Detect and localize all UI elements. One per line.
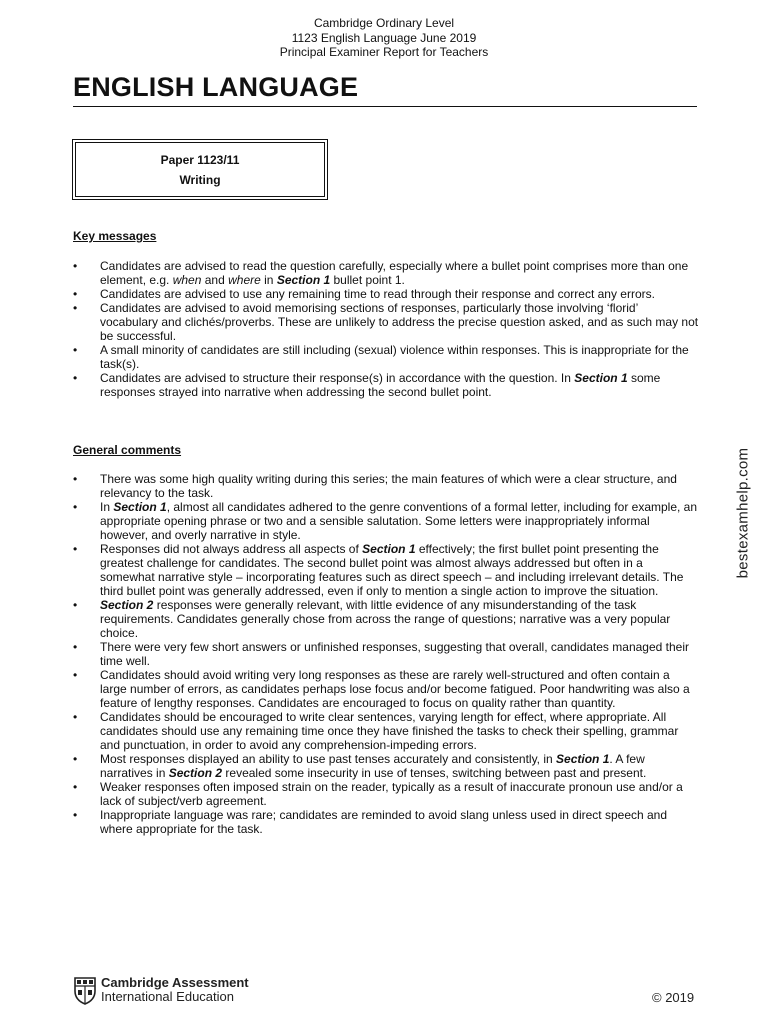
page-title: ENGLISH LANGUAGE (73, 72, 359, 102)
emphasis-text: Section 1 (113, 500, 167, 514)
body-text: , almost all candidates adhered to the genre conventions of a formal letter, including for example, an appropriate opening phrase or two and a sensible salutation. Some letters were inappropriately informal however, and overly narrative in style. (100, 500, 698, 542)
body-text: and (201, 273, 229, 287)
paper-number: Paper 1123/11 (160, 153, 240, 167)
paper-component: Writing (179, 173, 221, 187)
logo-line-2: International Education (101, 989, 234, 1004)
bullet-item (73, 640, 699, 668)
bullet-item (73, 500, 699, 542)
bullet-item (73, 301, 699, 343)
bullet-item (73, 472, 699, 500)
bullet-item (73, 668, 699, 710)
body-text: . A few narratives in (100, 752, 645, 780)
bullet-item (73, 780, 699, 808)
emphasis-text: Section 2 (168, 766, 223, 780)
body-text: Candidates are advised to avoid memorising sections of responses, particularly those involving ‘florid’ vocabulary and clichés/proverbs. These are unlikely to address the precise question asked, and as such may not be successful. (100, 301, 699, 343)
report-type-line: Principal Examiner Report for Teachers (279, 45, 489, 59)
emphasis-text: Section 1 (556, 752, 610, 766)
body-text: Responses did not always address all aspects of (100, 542, 363, 556)
copyright: © 2019 (652, 990, 695, 1005)
bullet-item (73, 259, 699, 287)
body-text: There was some high quality writing during this series; the main features of which were a clear structure, and relevancy to the task. (100, 472, 677, 500)
body-text: in (260, 273, 277, 287)
emphasis-text: Section 1 (574, 371, 628, 385)
body-text: Most responses displayed an ability to use past tenses accurately and consistently, in (100, 752, 557, 766)
paper-info-box (72, 139, 328, 200)
key-messages-list (73, 259, 699, 399)
body-text: effectively; the first bullet point presenting the greatest challenge for candidates. The second bullet point was almost always addressed but often in a somewhat narrative style – incorporating features such as direct speech – and including irrelevant details. The third bullet point was generally addressed, even if only to mention a single action to improve the situation. (100, 542, 684, 598)
bullet-item (73, 343, 699, 371)
body-text: Candidates are advised to structure their response(s) in accordance with the question. In (100, 371, 575, 385)
emphasis-text: Section 2 (100, 598, 154, 612)
body-text: some responses strayed into narrative when addressing the second bullet point. (100, 371, 661, 399)
bullet-item (73, 371, 699, 399)
body-text: Candidates are advised to use any remaining time to read through their response and correct any errors. (100, 287, 655, 301)
qualification-line: Cambridge Ordinary Level (313, 16, 455, 30)
watermark-text: bestexamhelp.com (734, 447, 752, 579)
general-comments-heading: General comments (73, 443, 182, 457)
bullet-item (73, 808, 699, 836)
body-text: Candidates are advised to read the question carefully, especially where a bullet point comprises more than one element, e.g. (100, 259, 689, 287)
body-text: Weaker responses often imposed strain on the reader, typically as a result of inaccurate pronoun use and/or a lack of subject/verb agreement. (100, 780, 683, 808)
body-text: Candidates should avoid writing very long responses as these are rarely well-structured and often contain a large number of errors, as candidates perhaps lose focus and/or become fatigued. Poor handwriting was also a feature of lengthy responses. Candidates are encouraged to focus on quality rather than quantity. (100, 668, 690, 710)
bullet-item (73, 710, 699, 752)
syllabus-line: 1123 English Language June 2019 (291, 30, 477, 45)
general-comments-list (73, 472, 699, 836)
body-text: Inappropriate language was rare; candidates are reminded to avoid slang unless used in direct speech and where appropriate for the task. (100, 808, 668, 836)
body-text: In (100, 500, 114, 514)
body-text: revealed some insecurity in use of tenses, switching between past and present. (222, 766, 647, 780)
logo-line-1: Cambridge Assessment (101, 975, 249, 990)
bullet-item (73, 287, 699, 301)
title-divider (73, 106, 697, 107)
key-messages-heading: Key messages (73, 229, 157, 243)
body-text: Candidates should be encouraged to write clear sentences, varying length for effect, where appropriate. All candidates should use any remaining time once they have finished the tasks to check their spelling, grammar and punctuation, in order to avoid any comprehension-impeding errors. (100, 710, 679, 752)
emphasis-text: Section 1 (362, 542, 416, 556)
emphasis-text: where (228, 273, 261, 287)
report-header (0, 16, 768, 60)
emphasis-text: when (172, 273, 202, 287)
bullet-item (73, 752, 699, 780)
body-text: bullet point 1. (330, 273, 405, 287)
emphasis-text: Section 1 (276, 273, 331, 287)
cambridge-crest-icon (73, 977, 97, 1005)
bullet-item (73, 542, 699, 598)
bullet-item (73, 598, 699, 640)
body-text: A small minority of candidates are still including (sexual) violence within responses. This is inappropriate for the task(s). (100, 343, 689, 371)
body-text: There were very few short answers or unfinished responses, suggesting that overall, candidates managed their time well. (100, 640, 689, 668)
body-text: responses were generally relevant, with little evidence of any misunderstanding of the task requirements. Candidates generally chose from across the range of questions; narrative was a very popular choice. (100, 598, 671, 640)
